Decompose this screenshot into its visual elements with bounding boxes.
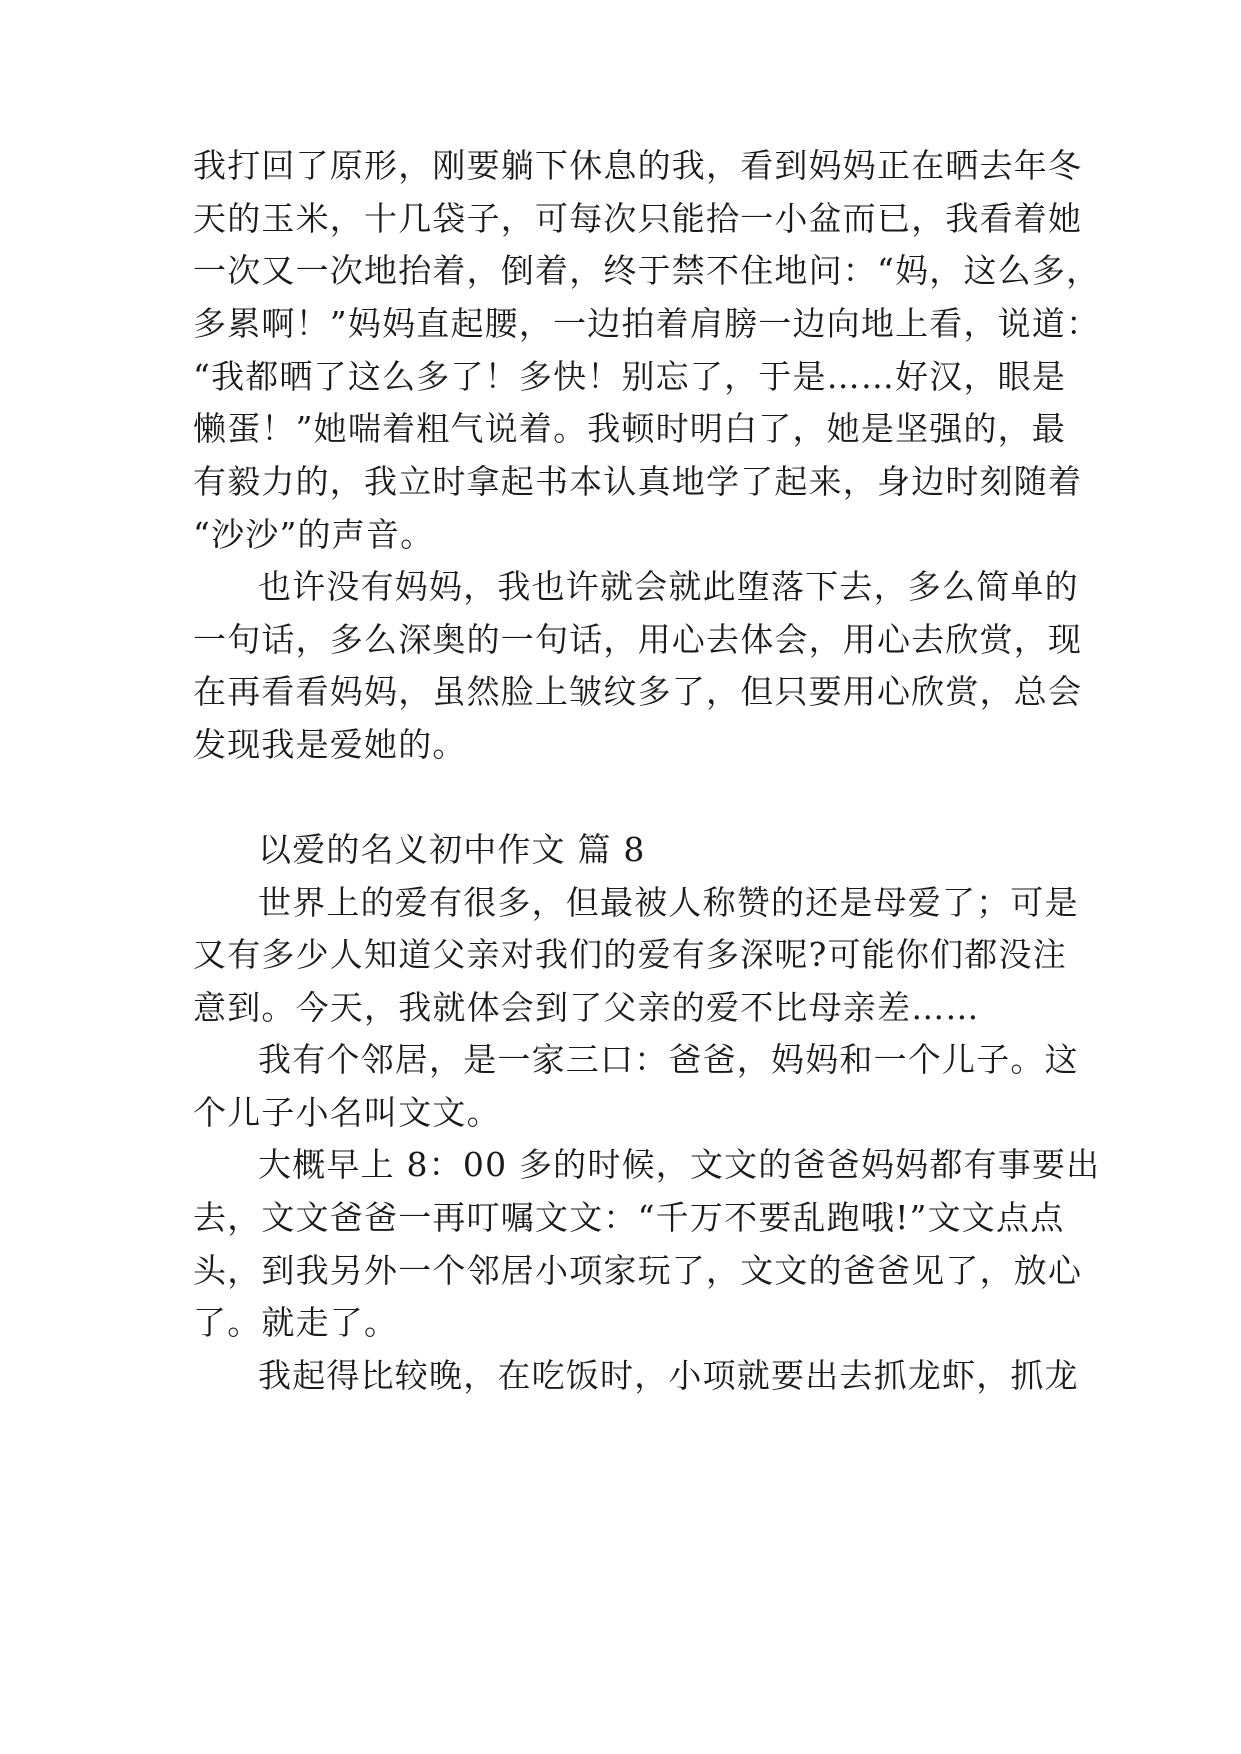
paragraph-line: 在再看看妈妈，虽然脸上皱纹多了，但只要用心欣赏，总会 <box>193 672 1083 711</box>
paragraph-line: 我起得比较晚，在吃饭时，小项就要出去抓龙虾，抓龙 <box>258 1356 1079 1395</box>
paragraph-line: 多累啊！”妈妈直起腰，一边拍着肩膀一边向地上看，说道： <box>193 304 1101 343</box>
paragraph-line: 了。就走了。 <box>193 1303 399 1342</box>
paragraph-line: “沙沙”的声音。 <box>193 515 435 554</box>
paragraph-line: 大概早上 8：00 多的时候，文文的爸爸妈妈都有事要出 <box>258 1145 1101 1184</box>
paragraph-line: 有毅力的，我立时拿起书本认真地学了起来，身边时刻随着 <box>193 462 1083 501</box>
paragraph-line: 去，文文爸爸一再叮嘱文文：“千万不要乱跑哦!”文文点点 <box>193 1198 1065 1237</box>
paragraph-line: 懒蛋！”她喘着粗气说着。我顿时明白了，她是坚强的，最 <box>193 409 1067 448</box>
paragraph-line: 天的玉米，十几袋子，可每次只能拾一小盆而已，我看着她 <box>193 199 1083 238</box>
paragraph-line: 意到。今天，我就体会到了父亲的爱不比母亲差…… <box>193 988 980 1027</box>
paragraph-line: 个儿子小名叫文文。 <box>193 1093 501 1132</box>
paragraph-line: 也许没有妈妈，我也许就会就此堕落下去，多么简单的 <box>258 567 1079 606</box>
paragraph-line: 发现我是爱她的。 <box>193 725 467 764</box>
section-heading: 以爱的名义初中作文 篇 8 <box>258 830 646 869</box>
paragraph-line: 我打回了原形，刚要躺下休息的我，看到妈妈正在晒去年冬 <box>193 146 1083 185</box>
paragraph-line: 我有个邻居，是一家三口：爸爸，妈妈和一个儿子。这 <box>258 1040 1079 1079</box>
paragraph-line: 又有多少人知道父亲对我们的爱有多深呢?可能你们都没注 <box>193 935 1067 974</box>
paragraph-line: “我都晒了这么多了！多快！别忘了，于是……好汉，眼是 <box>193 357 1067 396</box>
paragraph-line: 一句话，多么深奥的一句话，用心去体会，用心去欣赏，现 <box>193 620 1083 659</box>
paragraph-line: 头，到我另外一个邻居小项家玩了，文文的爸爸见了，放心 <box>193 1251 1083 1290</box>
paragraph-line: 世界上的爱有很多，但最被人称赞的还是母爱了；可是 <box>258 883 1079 922</box>
paragraph-line: 一次又一次地抬着，倒着，终于禁不住地问：“妈，这么多， <box>193 251 1101 290</box>
